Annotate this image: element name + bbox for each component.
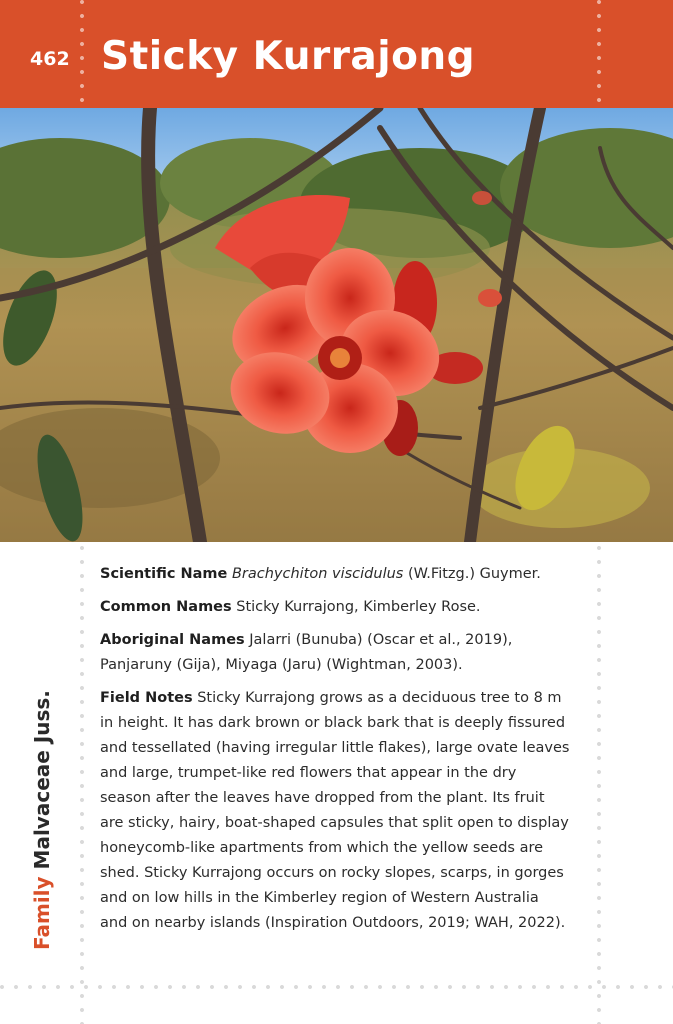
common-names-entry [100, 595, 570, 620]
body-dot-divider-bottom [0, 985, 673, 989]
family-label: Family [30, 876, 54, 950]
field-notes-entry [100, 686, 570, 936]
aboriginal-names-entry [100, 628, 570, 678]
field-notes-label: Field Notes [100, 690, 193, 706]
family-side-label [30, 680, 54, 950]
scientific-name-label: Scientific Name [100, 566, 228, 582]
scientific-name-italic: Brachychiton viscidulus [231, 566, 404, 582]
plant-photo [0, 108, 673, 542]
page-number: 462 [30, 48, 70, 70]
field-notes-text: Sticky Kurrajong grows as a deciduous tree to 8 m in height. It has dark brown or black bark that is deeply fissured and tessellated (having irregular little flakes), large ovate leaves and large, trumpet-like red flowers that appear in the dry season after the leaves have dropped from the plant. Its fruit are sticky, hairy, boat-shaped capsules that split open to display honeycomb-like apartments from which the yellow seeds are shed. Sticky Kurrajong occurs on rocky slopes, scarps, in gorges and on low hills in the Kimberley region of Western Australia and on nearby islands (Inspiration Outdoors, 2019; WAH, 2022). [100, 690, 570, 931]
header-dot-divider-left [80, 0, 84, 108]
family-value: Malvaceae Juss. [30, 690, 54, 870]
aboriginal-names-text: Jalarri (Bunuba) (Oscar et al., 2019), Panjaruny (Gija), Miyaga (Jaru) (Wightman, 2003). [100, 632, 513, 673]
species-details [100, 562, 570, 944]
page-header [0, 0, 673, 108]
page-title: Sticky Kurrajong [101, 34, 476, 79]
flower-photo-illustration [0, 108, 673, 542]
header-dot-divider-right [597, 0, 601, 108]
scientific-name-authority: (W.Fitzg.) Guymer. [403, 566, 541, 582]
common-names-label: Common Names [100, 599, 232, 615]
body-dot-divider-right [597, 546, 601, 1024]
common-names-text: Sticky Kurrajong, Kimberley Rose. [231, 599, 481, 615]
scientific-name-entry [100, 562, 570, 587]
body-dot-divider-left [80, 546, 84, 1024]
aboriginal-names-label: Aboriginal Names [100, 632, 245, 648]
